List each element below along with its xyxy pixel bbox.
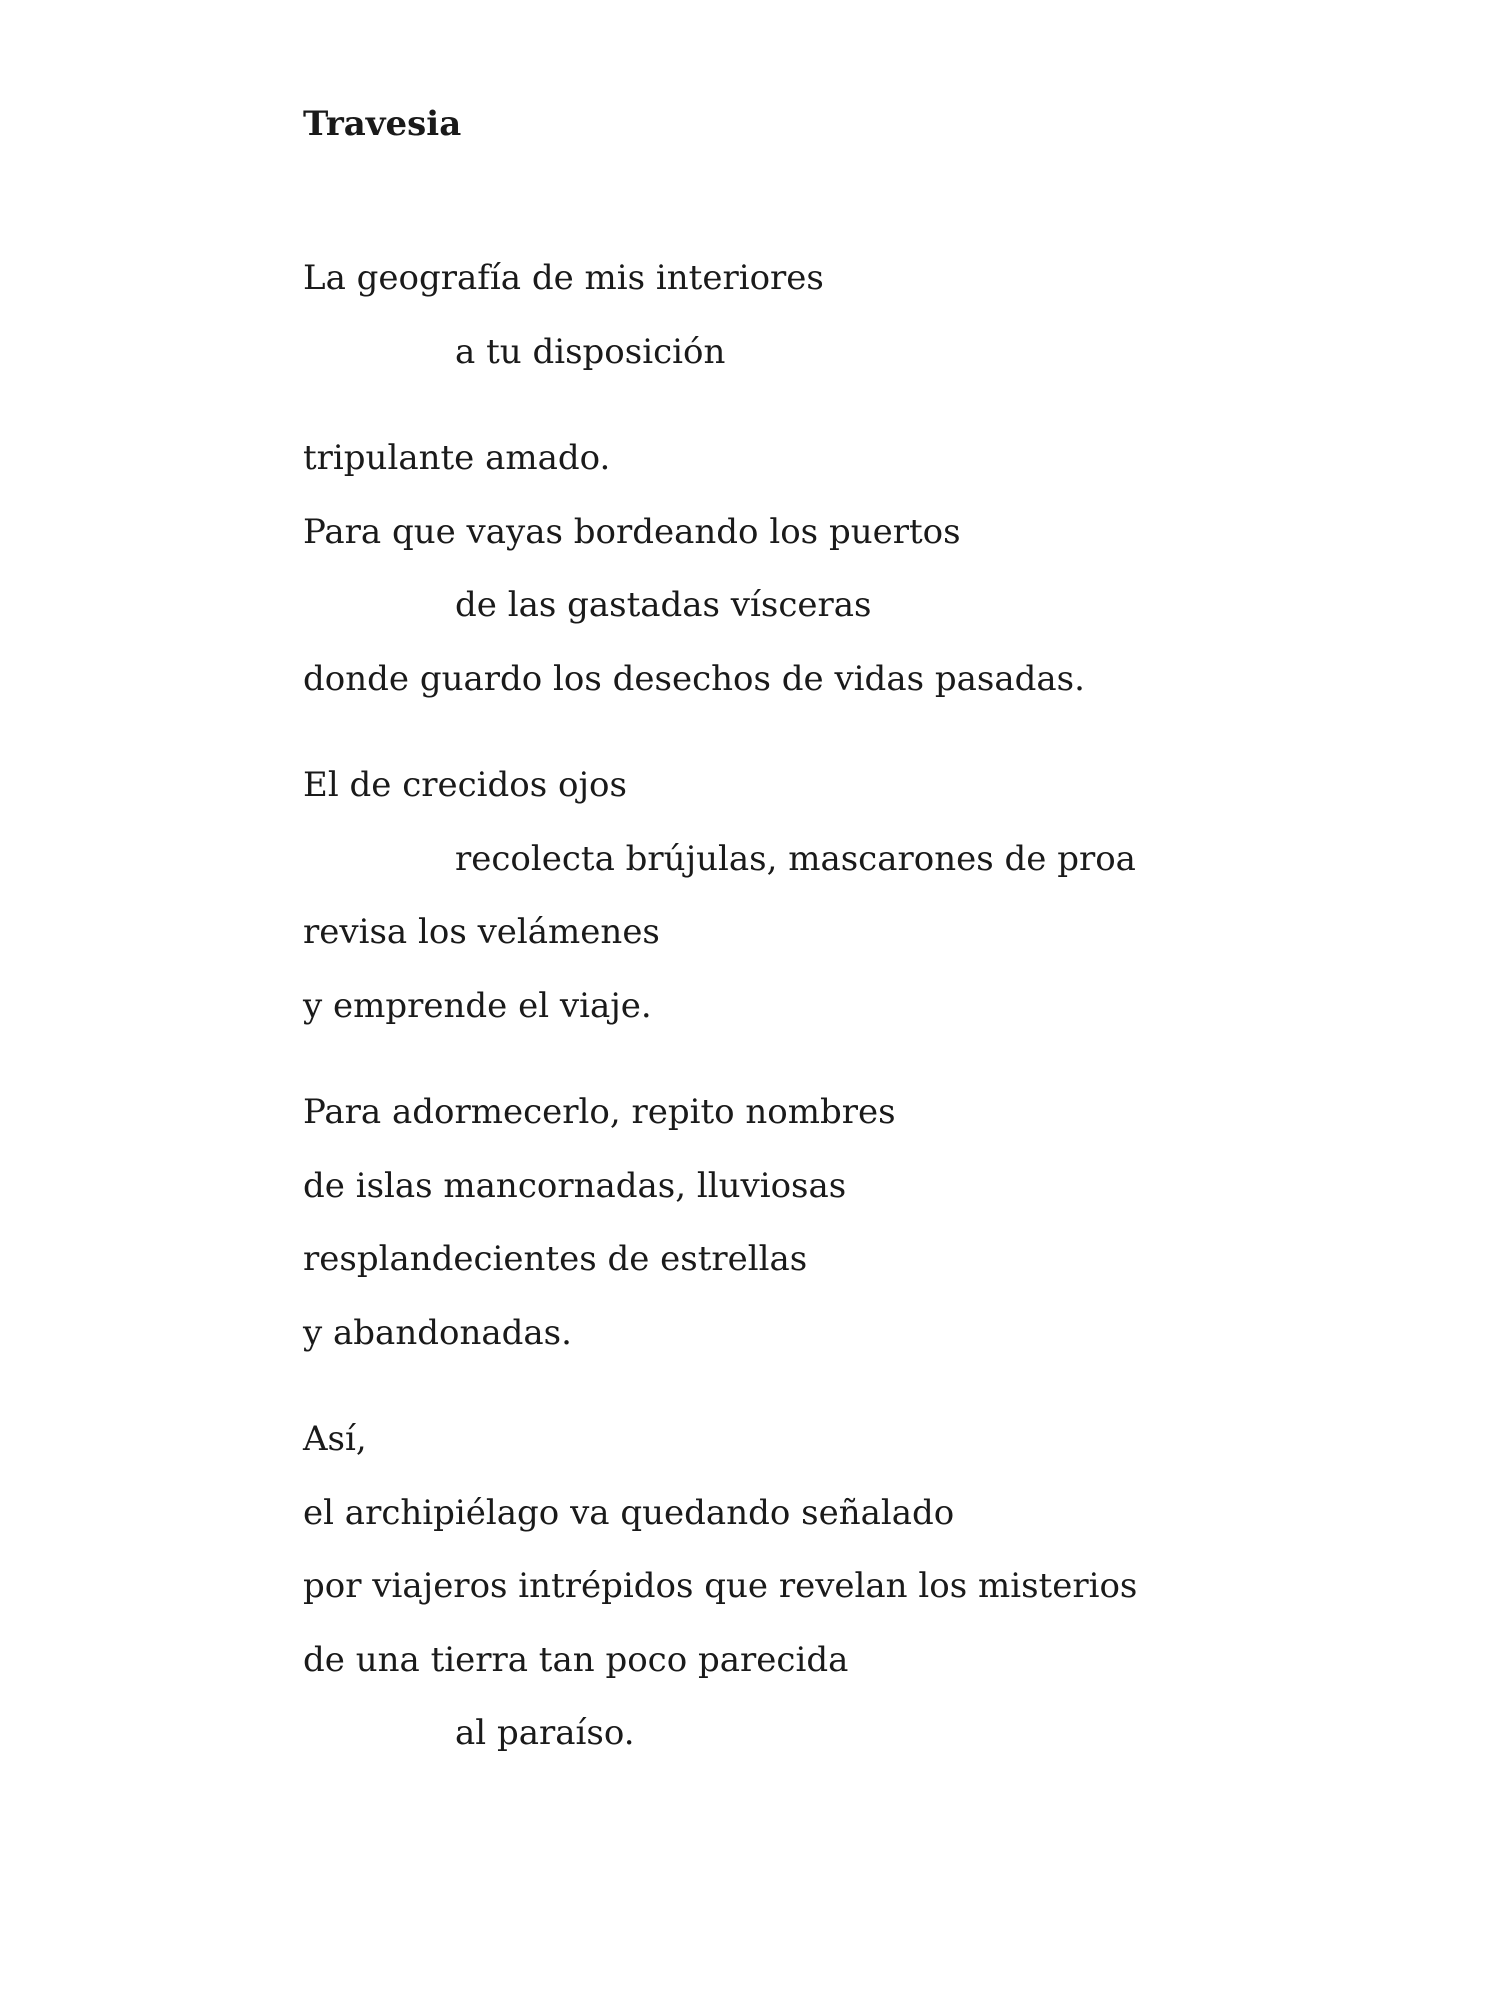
poem-line: resplandecientes de estrellas [303, 1239, 808, 1279]
poem-line: por viajeros intrépidos que revelan los misterios [303, 1566, 1138, 1606]
poem-line: y emprende el viaje. [303, 985, 652, 1026]
poem-line: Para adormecerlo, repito nombres [303, 1092, 896, 1132]
poem-line: de una tierra tan poco parecida [303, 1639, 849, 1680]
stanza [303, 422, 1453, 716]
poem-line: al paraíso. [455, 1713, 635, 1753]
poem-line: La geografía de mis interiores [303, 258, 824, 298]
poem-line: a tu disposición [455, 331, 726, 372]
poem-line: y abandonadas. [303, 1312, 572, 1353]
poem-line: donde guardo los desechos de vidas pasadas. [303, 658, 1085, 699]
poem-line: el archipiélago va quedando señalado [303, 1492, 955, 1533]
poem-title: Travesia [303, 104, 462, 144]
poem-line: El de crecidos ojos [303, 765, 627, 805]
stanza [303, 242, 1453, 389]
poem-body [303, 242, 1453, 1771]
poem-line: recolecta brújulas, mascarones de proa [455, 838, 1136, 879]
poem-line: de las gastadas vísceras [455, 585, 872, 625]
stanza [303, 749, 1453, 1043]
poem-line: de islas mancornadas, lluviosas [303, 1165, 847, 1206]
poem-line: tripulante amado. [303, 438, 611, 478]
poem-page [303, 96, 1453, 1804]
stanza [303, 1403, 1453, 1771]
poem-line: Para que vayas bordeando los puertos [303, 511, 961, 552]
poem-line: Así, [303, 1419, 367, 1459]
stanza [303, 1076, 1453, 1370]
poem-line: revisa los velámenes [303, 912, 660, 952]
